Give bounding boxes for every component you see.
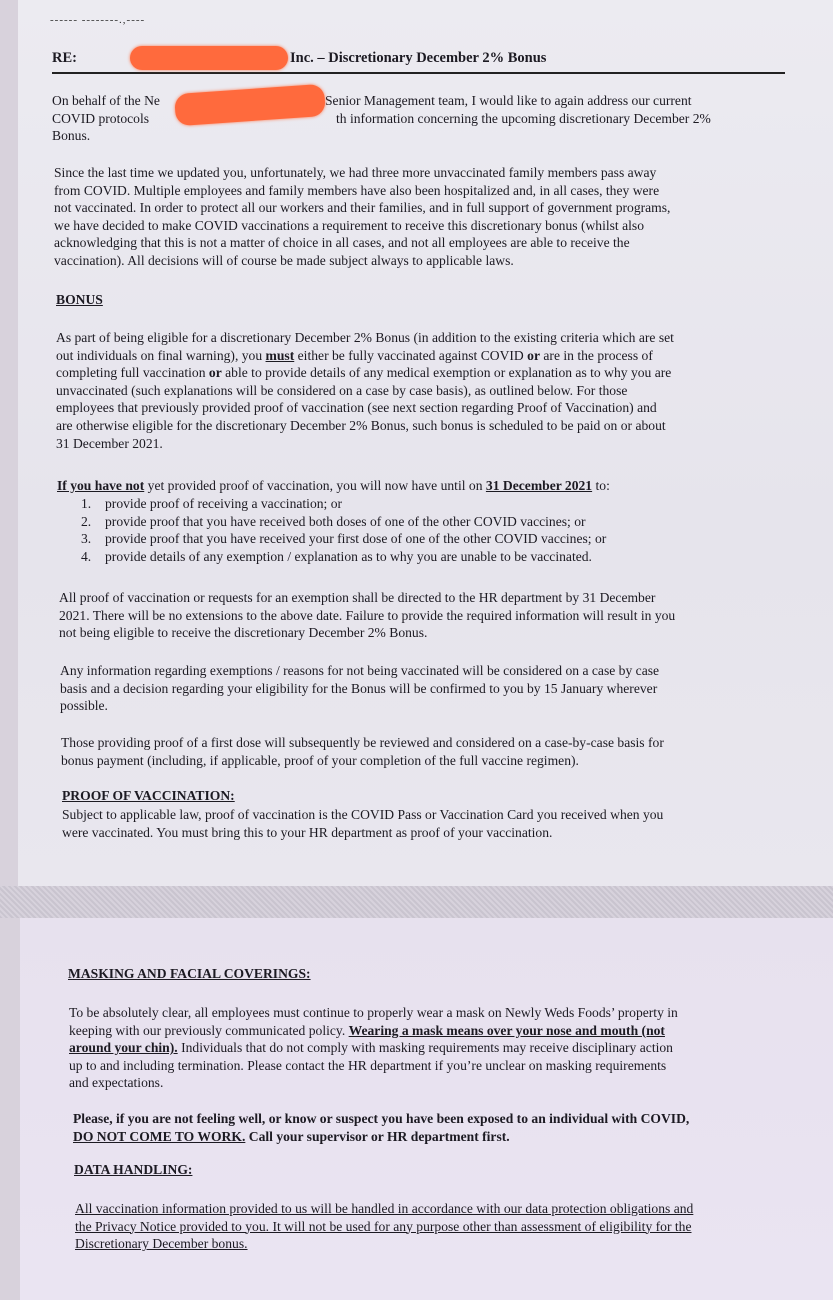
text-run: keeping with our previously communicated policy. <box>69 1022 349 1038</box>
first-dose-line: Those providing proof of a first dose will subsequently be reviewed and considered on a case-by-case basis for <box>61 735 664 750</box>
list-text: provide proof that you have received your first dose of one of the other COVID vaccines; or <box>105 531 607 547</box>
bonus-line: unvaccinated (such explanations will be considered on a case by case basis), as outlined below. For those <box>56 382 628 398</box>
masking-paragraph <box>69 1004 809 1092</box>
re-label: RE: <box>52 50 77 66</box>
list-number: 2. <box>81 513 92 529</box>
update-line: not vaccinated. In order to protect all our workers and their families, and in full support of government programs, <box>54 200 671 216</box>
intro-line-3: Bonus. <box>52 128 91 143</box>
masking-line: and expectations. <box>69 1075 164 1091</box>
update-line: we have decided to make COVID vaccinations a requirement to receive this discretionary bonus (whilst also <box>54 217 645 233</box>
list-text: provide proof of receiving a vaccination; or <box>105 496 343 511</box>
update-line: from COVID. Multiple employees and family members have also been hospitalized and, in all cases, they were <box>54 182 660 198</box>
list-number: 3. <box>81 531 92 547</box>
hr-line: All proof of vaccination or requests for an exemption shall be directed to the HR department by 31 December <box>59 590 656 605</box>
list-item <box>81 495 781 513</box>
intro-line-1b: Senior Management team, I would like to again address our current <box>325 93 692 108</box>
proof-paragraph <box>62 806 802 841</box>
bonus-line: 31 December 2021. <box>56 435 163 451</box>
list-text: provide details of any exemption / explanation as to why you are unable to be vaccinated. <box>105 548 592 564</box>
hr-line: not being eligible to receive the discretionary December 2% Bonus. <box>59 625 428 641</box>
exempt-line: possible. <box>60 698 108 714</box>
exempt-line: Any information regarding exemptions / reasons for not being vaccinated will be considered on a case by case <box>60 663 660 678</box>
masking-line <box>69 1022 809 1040</box>
bonus-line: As part of being eligible for a discretionary December 2% Bonus (in addition to the existing criteria which are set <box>56 330 674 345</box>
deadline-date: 31 December 2021 <box>485 478 593 493</box>
data-handling-heading: DATA HANDLING: <box>74 1162 193 1177</box>
text-run: are in the process of <box>540 347 653 363</box>
text-run: completing full vaccination <box>56 365 209 381</box>
data-handling-paragraph <box>75 1200 815 1253</box>
hr-paragraph <box>59 589 799 642</box>
list-text: provide proof that you have received both doses of one of the other COVID vaccines; or <box>105 513 586 529</box>
do-not-come-to-work: DO NOT COME TO WORK. <box>73 1128 246 1144</box>
hr-line: 2021. There will be no extensions to the above date. Failure to provide the required information will result in you <box>59 607 676 623</box>
data-handling-line: All vaccination information provided to us will be handled in accordance with our data protection obligations and <box>75 1201 694 1216</box>
intro-line-1a: On behalf of the Ne <box>52 93 160 108</box>
update-line: vaccination). All decisions will of course be made subject always to applicable laws. <box>54 252 514 268</box>
data-handling-line: Discretionary December bonus. <box>75 1236 248 1252</box>
masking-line <box>69 1039 809 1057</box>
text-run: yet provided proof of vaccination, you will now have until on <box>144 478 486 493</box>
warning-line: Please, if you are not feeling well, or know or suspect you have been exposed to an individual with COVID, <box>73 1111 690 1126</box>
proof-line: were vaccinated. You must bring this to your HR department as proof of your vaccination. <box>62 824 553 840</box>
deadline-line <box>57 477 797 495</box>
proof-heading: PROOF OF VACCINATION: <box>62 788 235 803</box>
bonus-paragraph <box>56 329 796 452</box>
list-number: 4. <box>81 548 92 564</box>
update-paragraph <box>54 164 794 270</box>
data-handling-line: the Privacy Notice provided to you. It will not be used for any purpose other than assessment of eligibility for the <box>75 1218 692 1234</box>
page-gap <box>0 886 833 918</box>
bonus-line: employees that previously provided proof of vaccination (see next section regarding Proof of Vaccination) and <box>56 400 657 416</box>
list-item <box>81 548 781 566</box>
text-run: out individuals on final warning), you <box>56 347 266 363</box>
update-line: Since the last time we updated you, unfortunately, we had three more unvaccinated family members pass away <box>54 165 657 180</box>
list-item <box>81 513 781 531</box>
emphasis-if-not: If you have not <box>57 478 145 493</box>
first-dose-line: bonus payment (including, if applicable, proof of your completion of the full vaccine regimen). <box>61 752 579 768</box>
emphasis-mask-rule: around your chin). <box>69 1040 178 1056</box>
emphasis-or: or <box>208 365 222 381</box>
text-run: either be fully vaccinated against COVID <box>294 347 528 363</box>
subject-text: Inc. – Discretionary December 2% Bonus <box>290 50 547 66</box>
emphasis-or: or <box>527 347 540 363</box>
first-dose-paragraph <box>61 734 801 769</box>
intro-line-2a: COVID protocols <box>52 111 150 126</box>
text-run: Call your supervisor or HR department first. <box>245 1128 510 1144</box>
bonus-line <box>56 364 796 382</box>
list-number: 1. <box>81 496 92 511</box>
redaction-mark-company <box>130 46 288 70</box>
exempt-line: basis and a decision regarding your eligibility for the Bonus will be confirmed to you by 15 January wherever <box>60 680 658 696</box>
emphasis-must: must <box>265 347 295 363</box>
proof-line: Subject to applicable law, proof of vaccination is the COVID Pass or Vaccination Card you received when you <box>62 807 664 822</box>
exemption-paragraph <box>60 662 800 715</box>
masking-line: up to and including termination. Please contact the HR department if you’re unclear on masking requirements <box>69 1057 667 1073</box>
intro-line-2b: th information concerning the upcoming discretionary December 2% <box>336 111 711 126</box>
emphasis-mask-rule: Wearing a mask means over your nose and mouth (not <box>348 1022 665 1038</box>
bonus-line <box>56 347 796 365</box>
bonus-heading: BONUS <box>56 292 103 307</box>
warning-line <box>73 1128 813 1146</box>
warning-paragraph <box>73 1110 813 1145</box>
cropped-header-fragment: ------ --------.,---- <box>50 14 146 26</box>
list-item <box>81 530 781 548</box>
bonus-line: are otherwise eligible for the discretionary December 2% Bonus, such bonus is scheduled to be paid on or about <box>56 417 666 433</box>
masking-line: To be absolutely clear, all employees must continue to properly wear a mask on Newly Weds Foods’ property in <box>69 1005 678 1020</box>
masking-heading: MASKING AND FACIAL COVERINGS: <box>68 966 311 981</box>
options-list <box>81 495 781 565</box>
text-run: able to provide details of any medical exemption or explanation as to why you are <box>221 365 672 381</box>
text-run: to: <box>592 478 610 493</box>
text-run: Individuals that do not comply with masking requirements may receive disciplinary action <box>177 1040 673 1056</box>
update-line: acknowledging that this is not a matter of choice in all cases, and not all employees are able to receive the <box>54 235 630 251</box>
